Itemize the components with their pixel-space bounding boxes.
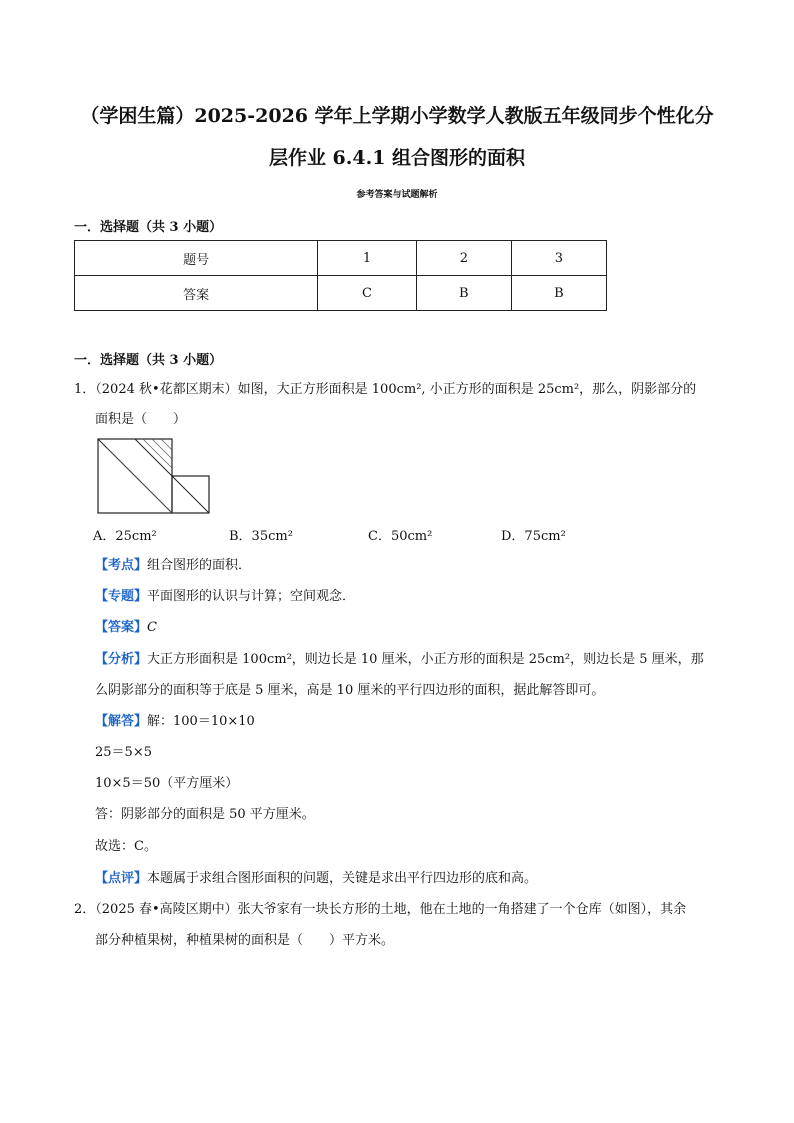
q1-fenxi-line1 — [95, 651, 704, 669]
q1-jieda-line2: 25＝5×5 — [95, 745, 152, 760]
q1-option-b: B．35cm² — [229, 529, 293, 544]
table-row-header — [75, 241, 607, 276]
q1-fenxi-line2: 么阴影部分的面积等于底是 5 厘米，高是 10 厘米的平行四边形的面积，据此解答即可。 — [95, 683, 605, 698]
q1-daan — [95, 619, 157, 637]
q1-jieda-line3: 10×5＝50（平方厘米） — [95, 776, 239, 791]
q1-square-figure — [97, 438, 212, 516]
jieda-tag: 【解答】 — [95, 714, 148, 729]
document-subtitle: 参考答案与试题解析 — [356, 190, 438, 200]
document-title-line2: 层作业 6.4.1 组合图形的面积 — [268, 147, 526, 169]
q1-jieda-line4: 答：阴影部分的面积是 50 平方厘米。 — [95, 807, 315, 822]
q1-dianping — [95, 870, 537, 888]
table-cell: C — [318, 276, 417, 311]
table-cell: B — [511, 276, 606, 311]
table-row-answers — [75, 276, 607, 311]
table-cell: B — [416, 276, 511, 311]
answer-table — [74, 240, 607, 311]
q1-option-a: A．25cm² — [93, 529, 157, 544]
document-title-line1: （学困生篇）2025-2026 学年上学期小学数学人教版五年级同步个性化分 — [80, 105, 714, 127]
section-heading-questions: 一．选择题（共 3 小题） — [74, 353, 223, 368]
table-cell: 1 — [318, 241, 417, 276]
table-cell: 答案 — [75, 276, 318, 311]
kaodian-text: 组合图形的面积． — [147, 558, 252, 573]
q2-stem-line1: 2．（2025 春•高陵区期中）张大爷家有一块长方形的土地，他在土地的一角搭建了一个仓库（如图），其余 — [74, 902, 687, 917]
zhuanti-tag: 【专题】 — [95, 589, 148, 604]
q1-kaodian — [95, 557, 251, 575]
fenxi-tag: 【分析】 — [95, 652, 148, 667]
q1-zhuanti — [95, 588, 355, 606]
dianping-text: 本题属于求组合图形面积的问题，关键是求出平行四边形的底和高。 — [147, 871, 538, 886]
table-cell: 2 — [416, 241, 511, 276]
q2-stem-line2: 部分种植果树，种植果树的面积是（ ）平方米。 — [95, 933, 395, 948]
daan-tag: 【答案】 — [95, 620, 148, 635]
jieda-text: 解：100＝10×10 — [147, 714, 255, 729]
section-heading-answers: 一．选择题（共 3 小题） — [74, 220, 223, 235]
q1-guxuan: 故选：C。 — [95, 839, 157, 854]
shaded-parallelogram — [107, 439, 172, 513]
daan-text: C — [147, 620, 157, 635]
q1-stem-line1: 1．（2024 秋•花都区期末）如图，大正方形面积是 100cm², 小正方形的面积是 25cm²，那么，阴影部分的 — [74, 382, 697, 397]
dianping-tag: 【点评】 — [95, 871, 148, 886]
zhuanti-text: 平面图形的认识与计算；空间观念． — [147, 589, 356, 604]
table-cell: 题号 — [75, 241, 318, 276]
q1-option-c: C．50cm² — [368, 529, 433, 544]
q1-jieda-line1 — [95, 713, 255, 731]
kaodian-tag: 【考点】 — [95, 558, 148, 573]
q1-stem-line2: 面积是（ ） — [95, 412, 187, 427]
fenxi-text: 大正方形面积是 100cm²，则边长是 10 厘米，小正方形的面积是 25cm²，则边长是 5 厘米，那 — [147, 652, 704, 667]
table-cell: 3 — [511, 241, 606, 276]
q1-option-d: D．75cm² — [501, 529, 566, 544]
